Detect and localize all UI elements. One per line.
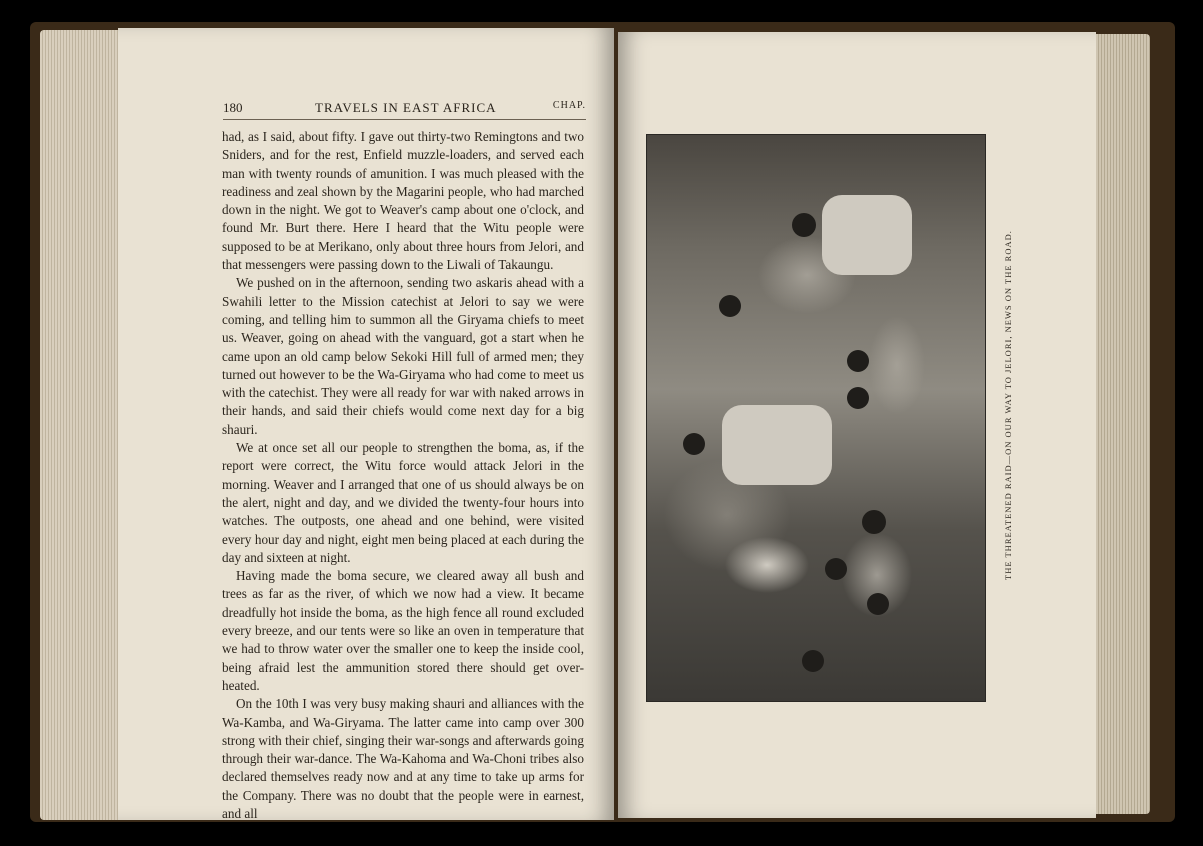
figure-head (802, 650, 824, 672)
figure-head (719, 295, 741, 317)
running-title: TRAVELS IN EAST AFRICA (315, 100, 497, 115)
plate-photograph (646, 134, 986, 702)
paragraph: We at once set all our people to strengthen the boma, as, if the report were correct, the Witu force would attack Jelori in the morning. Weaver and I arranged that one of us should always be on the alert, night and day, and we divided the twenty-four hours into watches. The outposts, one ahead and one behind, were visited every hour day and night, eight men being placed at each during the day and sixteen at night. (222, 440, 584, 565)
figure-head (847, 350, 869, 372)
figure-head (792, 213, 816, 237)
chapter-label: CHAP. (552, 100, 586, 111)
header-rule (223, 119, 586, 120)
page-edges-right (1090, 34, 1150, 814)
paragraph: We pushed on in the afternoon, sending two askaris ahead with a Swahili letter to the Mission catechist at Jelori to say we were coming, and telling him to summon all the Giryama chiefs to meet us. Weaver, going on ahead with the vanguard, got a start when he came upon an old camp below Sekoki Hill full of armed men; they turned out however to be the Wa-Giryama who had come to meet us with the catechist. They were all ready for war with naked arrows in their hands, and said their chiefs would come next day for a big shauri. (222, 275, 584, 437)
paragraph: On the 10th I was very busy making shauri and alliances with the Wa-Kamba, and Wa-Giryama. The latter came into camp over 300 strong with their chief, singing their war-songs and afterwards going through their war-dance. The Wa-Kahoma and Wa-Choni tribes also declared themselves ready now and at any time to take up arms for the Company. There was no doubt that the people were in earnest, and all (222, 696, 584, 821)
figure-head (847, 387, 869, 409)
plate-caption: THE THREATENED RAID—ON OUR WAY TO JELORI, NEWS ON THE ROAD. (1003, 230, 1013, 580)
page-number: 180 (223, 100, 243, 115)
figure-explorer-top (822, 195, 912, 275)
figure-head (683, 433, 705, 455)
body-text (222, 128, 584, 823)
figure-head (825, 558, 847, 580)
figure-head (862, 510, 886, 534)
running-header (223, 100, 586, 118)
figure-explorer-center (722, 405, 832, 485)
paragraph: Having made the boma secure, we cleared away all bush and trees as far as the river, of which we now had a view. It became dreadfully hot inside the boma, as the high fence all round excluded every breeze, and our tents were so like an oven in temperature that we had to throw water over the smaller one to keep the inside cool, being afraid lest the ammunition stored there should get over-heated. (222, 568, 584, 693)
figure-head (867, 593, 889, 615)
paragraph: had, as I said, about fifty. I gave out thirty-two Remingtons and two Sniders, and for the rest, Enfield muzzle-loaders, and served each man with twenty rounds of amunition. I was much pleased with the readiness and zeal shown by the Magarini people, who had marched down in the night. We got to Weaver's camp about one o'clock, and found Mr. Burt there. Here I heard that the Witu people were supposed to be at Merikano, only about three hours from Jelori, and that messengers were passing down to the Liwali of Takaungu. (222, 129, 584, 273)
